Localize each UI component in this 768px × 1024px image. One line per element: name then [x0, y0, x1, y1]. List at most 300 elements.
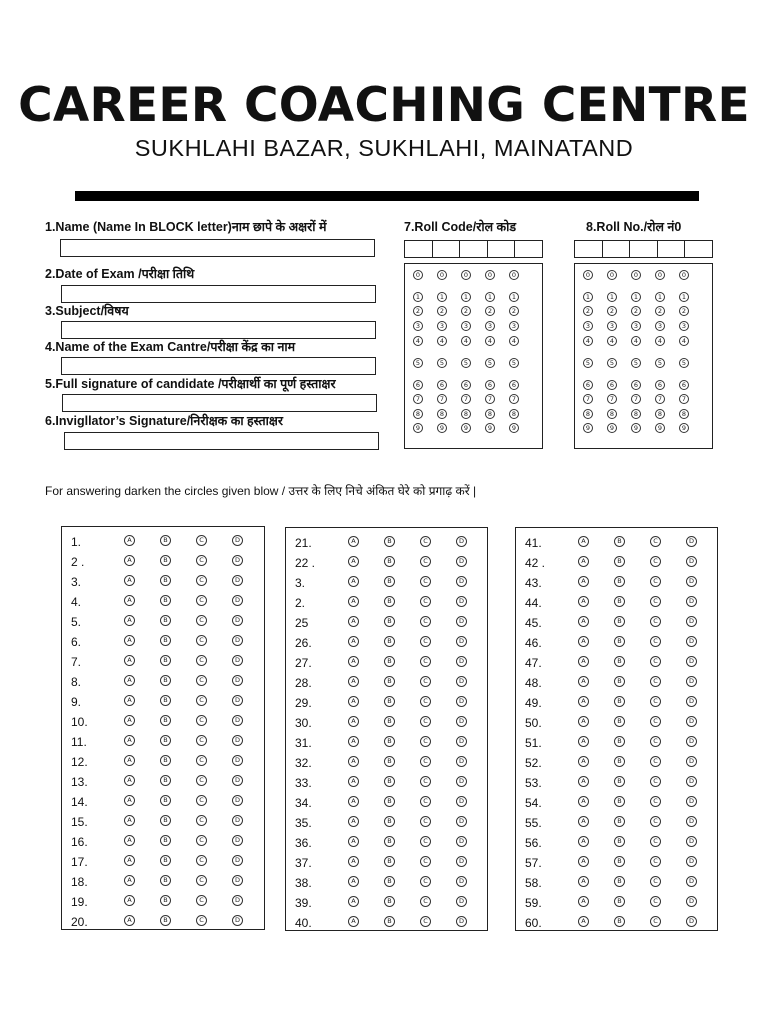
answer-bubble-c[interactable]: C — [196, 635, 207, 646]
digit-bubble[interactable]: 0 — [437, 270, 447, 280]
answer-bubble-a[interactable]: A — [578, 576, 589, 587]
digit-bubble[interactable]: 0 — [509, 270, 519, 280]
digit-bubble[interactable]: 0 — [413, 270, 423, 280]
answer-bubble-b[interactable]: B — [384, 536, 395, 547]
digit-bubble[interactable]: 0 — [655, 270, 665, 280]
exam-date-field[interactable] — [61, 285, 376, 303]
answer-bubble-b[interactable]: B — [160, 715, 171, 726]
answer-bubble-d[interactable]: D — [456, 616, 467, 627]
digit-bubble[interactable]: 2 — [485, 306, 495, 316]
answer-bubble-d[interactable]: D — [456, 556, 467, 567]
digit-bubble[interactable]: 8 — [583, 409, 593, 419]
answer-bubble-c[interactable]: C — [196, 715, 207, 726]
answer-bubble-b[interactable]: B — [614, 796, 625, 807]
digit-bubble[interactable]: 4 — [461, 336, 471, 346]
answer-bubble-d[interactable]: D — [232, 655, 243, 666]
digit-bubble[interactable]: 9 — [413, 423, 423, 433]
answer-bubble-a[interactable]: A — [124, 695, 135, 706]
answer-bubble-a[interactable]: A — [124, 735, 135, 746]
answer-bubble-d[interactable]: D — [456, 536, 467, 547]
answer-bubble-c[interactable]: C — [196, 555, 207, 566]
answer-bubble-c[interactable]: C — [196, 835, 207, 846]
answer-bubble-a[interactable]: A — [348, 636, 359, 647]
answer-bubble-a[interactable]: A — [578, 676, 589, 687]
answer-bubble-b[interactable]: B — [384, 716, 395, 727]
answer-bubble-c[interactable]: C — [420, 596, 431, 607]
answer-bubble-a[interactable]: A — [124, 755, 135, 766]
digit-bubble[interactable]: 9 — [631, 423, 641, 433]
digit-bubble[interactable]: 7 — [607, 394, 617, 404]
answer-bubble-b[interactable]: B — [160, 655, 171, 666]
answer-bubble-d[interactable]: D — [686, 856, 697, 867]
answer-bubble-c[interactable]: C — [196, 695, 207, 706]
answer-bubble-d[interactable]: D — [232, 715, 243, 726]
answer-bubble-d[interactable]: D — [456, 816, 467, 827]
answer-bubble-c[interactable]: C — [420, 756, 431, 767]
answer-bubble-c[interactable]: C — [420, 696, 431, 707]
digit-bubble[interactable]: 8 — [413, 409, 423, 419]
answer-bubble-c[interactable]: C — [650, 656, 661, 667]
digit-entry-cell[interactable] — [657, 241, 685, 257]
digit-bubble[interactable]: 8 — [631, 409, 641, 419]
answer-bubble-b[interactable]: B — [160, 755, 171, 766]
answer-bubble-c[interactable]: C — [650, 576, 661, 587]
digit-bubble[interactable]: 7 — [631, 394, 641, 404]
answer-bubble-a[interactable]: A — [348, 616, 359, 627]
answer-bubble-a[interactable]: A — [348, 816, 359, 827]
answer-bubble-c[interactable]: C — [420, 656, 431, 667]
answer-bubble-d[interactable]: D — [686, 536, 697, 547]
answer-bubble-a[interactable]: A — [578, 736, 589, 747]
answer-bubble-b[interactable]: B — [614, 716, 625, 727]
digit-bubble[interactable]: 5 — [631, 358, 641, 368]
answer-bubble-c[interactable]: C — [650, 776, 661, 787]
digit-bubble[interactable]: 3 — [631, 321, 641, 331]
digit-bubble[interactable]: 7 — [413, 394, 423, 404]
digit-bubble[interactable]: 6 — [437, 380, 447, 390]
answer-bubble-d[interactable]: D — [686, 576, 697, 587]
answer-bubble-d[interactable]: D — [686, 676, 697, 687]
digit-bubble[interactable]: 0 — [679, 270, 689, 280]
answer-bubble-d[interactable]: D — [456, 656, 467, 667]
answer-bubble-a[interactable]: A — [348, 536, 359, 547]
digit-bubble[interactable]: 9 — [509, 423, 519, 433]
digit-bubble[interactable]: 5 — [413, 358, 423, 368]
roll-code-entry[interactable] — [404, 240, 543, 258]
answer-bubble-d[interactable]: D — [456, 696, 467, 707]
answer-bubble-c[interactable]: C — [196, 915, 207, 926]
answer-bubble-b[interactable]: B — [614, 556, 625, 567]
answer-bubble-a[interactable]: A — [578, 876, 589, 887]
digit-bubble[interactable]: 2 — [413, 306, 423, 316]
answer-bubble-b[interactable]: B — [384, 856, 395, 867]
digit-bubble[interactable]: 6 — [679, 380, 689, 390]
answer-bubble-b[interactable]: B — [384, 636, 395, 647]
digit-bubble[interactable]: 2 — [437, 306, 447, 316]
answer-bubble-d[interactable]: D — [232, 535, 243, 546]
answer-bubble-a[interactable]: A — [124, 795, 135, 806]
digit-entry-cell[interactable] — [487, 241, 515, 257]
answer-bubble-c[interactable]: C — [196, 595, 207, 606]
digit-bubble[interactable]: 6 — [461, 380, 471, 390]
answer-bubble-a[interactable]: A — [124, 775, 135, 786]
answer-bubble-b[interactable]: B — [614, 816, 625, 827]
answer-bubble-a[interactable]: A — [348, 796, 359, 807]
digit-bubble[interactable]: 2 — [655, 306, 665, 316]
answer-bubble-a[interactable]: A — [578, 856, 589, 867]
answer-bubble-d[interactable]: D — [232, 635, 243, 646]
digit-bubble[interactable]: 1 — [461, 292, 471, 302]
digit-entry-cell[interactable] — [515, 241, 542, 257]
answer-bubble-c[interactable]: C — [196, 815, 207, 826]
answer-bubble-a[interactable]: A — [348, 856, 359, 867]
digit-bubble[interactable]: 2 — [509, 306, 519, 316]
digit-bubble[interactable]: 4 — [631, 336, 641, 346]
answer-bubble-c[interactable]: C — [420, 576, 431, 587]
answer-bubble-a[interactable]: A — [348, 876, 359, 887]
answer-bubble-b[interactable]: B — [384, 576, 395, 587]
digit-bubble[interactable]: 1 — [655, 292, 665, 302]
exam-centre-field[interactable] — [61, 357, 376, 375]
answer-bubble-c[interactable]: C — [420, 536, 431, 547]
answer-bubble-c[interactable]: C — [650, 756, 661, 767]
answer-bubble-b[interactable]: B — [384, 676, 395, 687]
answer-bubble-a[interactable]: A — [348, 756, 359, 767]
answer-bubble-c[interactable]: C — [420, 736, 431, 747]
digit-bubble[interactable]: 4 — [413, 336, 423, 346]
answer-bubble-c[interactable]: C — [420, 776, 431, 787]
answer-bubble-b[interactable]: B — [160, 695, 171, 706]
answer-bubble-d[interactable]: D — [232, 855, 243, 866]
answer-bubble-c[interactable]: C — [650, 616, 661, 627]
answer-bubble-b[interactable]: B — [384, 736, 395, 747]
answer-bubble-d[interactable]: D — [456, 576, 467, 587]
answer-bubble-d[interactable]: D — [456, 796, 467, 807]
answer-bubble-b[interactable]: B — [160, 915, 171, 926]
answer-bubble-a[interactable]: A — [578, 776, 589, 787]
answer-bubble-b[interactable]: B — [384, 616, 395, 627]
digit-entry-cell[interactable] — [405, 241, 433, 257]
digit-bubble[interactable]: 8 — [485, 409, 495, 419]
answer-bubble-c[interactable]: C — [650, 896, 661, 907]
digit-bubble[interactable]: 1 — [485, 292, 495, 302]
answer-bubble-b[interactable]: B — [160, 895, 171, 906]
digit-bubble[interactable]: 3 — [413, 321, 423, 331]
digit-bubble[interactable]: 6 — [485, 380, 495, 390]
answer-bubble-c[interactable]: C — [420, 796, 431, 807]
answer-bubble-a[interactable]: A — [124, 875, 135, 886]
answer-bubble-c[interactable]: C — [650, 596, 661, 607]
answer-bubble-c[interactable]: C — [196, 895, 207, 906]
digit-bubble[interactable]: 7 — [509, 394, 519, 404]
digit-entry-cell[interactable] — [685, 241, 712, 257]
digit-bubble[interactable]: 9 — [485, 423, 495, 433]
answer-bubble-c[interactable]: C — [420, 816, 431, 827]
answer-bubble-a[interactable]: A — [578, 596, 589, 607]
answer-bubble-b[interactable]: B — [160, 615, 171, 626]
answer-bubble-d[interactable]: D — [456, 596, 467, 607]
answer-bubble-d[interactable]: D — [686, 916, 697, 927]
answer-bubble-b[interactable]: B — [614, 916, 625, 927]
digit-bubble[interactable]: 3 — [461, 321, 471, 331]
digit-entry-cell[interactable] — [630, 241, 658, 257]
answer-bubble-a[interactable]: A — [124, 575, 135, 586]
answer-bubble-c[interactable]: C — [420, 856, 431, 867]
digit-entry-cell[interactable] — [602, 241, 630, 257]
answer-bubble-c[interactable]: C — [420, 636, 431, 647]
answer-bubble-a[interactable]: A — [578, 656, 589, 667]
answer-bubble-c[interactable]: C — [420, 556, 431, 567]
digit-bubble[interactable]: 7 — [485, 394, 495, 404]
answer-bubble-a[interactable]: A — [348, 776, 359, 787]
answer-bubble-a[interactable]: A — [348, 896, 359, 907]
answer-bubble-a[interactable]: A — [578, 816, 589, 827]
answer-bubble-d[interactable]: D — [232, 895, 243, 906]
digit-bubble[interactable]: 6 — [631, 380, 641, 390]
answer-bubble-d[interactable]: D — [232, 835, 243, 846]
answer-bubble-c[interactable]: C — [196, 875, 207, 886]
answer-bubble-c[interactable]: C — [650, 796, 661, 807]
answer-bubble-a[interactable]: A — [124, 595, 135, 606]
answer-bubble-a[interactable]: A — [578, 756, 589, 767]
answer-bubble-a[interactable]: A — [348, 696, 359, 707]
answer-bubble-b[interactable]: B — [384, 596, 395, 607]
answer-bubble-d[interactable]: D — [456, 756, 467, 767]
answer-bubble-d[interactable]: D — [456, 776, 467, 787]
digit-bubble[interactable]: 1 — [509, 292, 519, 302]
answer-bubble-d[interactable]: D — [232, 555, 243, 566]
digit-entry-cell[interactable] — [432, 241, 460, 257]
answer-bubble-b[interactable]: B — [160, 595, 171, 606]
answer-bubble-c[interactable]: C — [650, 536, 661, 547]
digit-bubble[interactable]: 9 — [679, 423, 689, 433]
answer-bubble-a[interactable]: A — [348, 556, 359, 567]
answer-bubble-d[interactable]: D — [232, 815, 243, 826]
answer-bubble-b[interactable]: B — [160, 535, 171, 546]
digit-bubble[interactable]: 3 — [583, 321, 593, 331]
answer-bubble-d[interactable]: D — [686, 656, 697, 667]
answer-bubble-a[interactable]: A — [578, 896, 589, 907]
answer-bubble-b[interactable]: B — [384, 836, 395, 847]
digit-bubble[interactable]: 1 — [607, 292, 617, 302]
answer-bubble-a[interactable]: A — [348, 576, 359, 587]
roll-no-entry[interactable] — [574, 240, 713, 258]
answer-bubble-c[interactable]: C — [196, 535, 207, 546]
answer-bubble-d[interactable]: D — [232, 675, 243, 686]
answer-bubble-b[interactable]: B — [160, 775, 171, 786]
answer-bubble-a[interactable]: A — [124, 815, 135, 826]
answer-bubble-a[interactable]: A — [578, 716, 589, 727]
answer-bubble-a[interactable]: A — [578, 696, 589, 707]
answer-bubble-b[interactable]: B — [614, 896, 625, 907]
digit-bubble[interactable]: 9 — [607, 423, 617, 433]
digit-bubble[interactable]: 8 — [509, 409, 519, 419]
answer-bubble-c[interactable]: C — [650, 556, 661, 567]
answer-bubble-b[interactable]: B — [614, 636, 625, 647]
answer-bubble-b[interactable]: B — [614, 856, 625, 867]
answer-bubble-a[interactable]: A — [348, 836, 359, 847]
answer-bubble-b[interactable]: B — [384, 916, 395, 927]
answer-bubble-c[interactable]: C — [420, 676, 431, 687]
answer-bubble-c[interactable]: C — [650, 836, 661, 847]
answer-bubble-d[interactable]: D — [232, 795, 243, 806]
digit-bubble[interactable]: 3 — [607, 321, 617, 331]
digit-bubble[interactable]: 9 — [583, 423, 593, 433]
answer-bubble-d[interactable]: D — [232, 875, 243, 886]
digit-bubble[interactable]: 0 — [461, 270, 471, 280]
digit-bubble[interactable]: 6 — [607, 380, 617, 390]
digit-bubble[interactable]: 0 — [607, 270, 617, 280]
answer-bubble-a[interactable]: A — [578, 796, 589, 807]
answer-bubble-b[interactable]: B — [614, 576, 625, 587]
digit-bubble[interactable]: 4 — [583, 336, 593, 346]
digit-entry-cell[interactable] — [575, 241, 603, 257]
answer-bubble-d[interactable]: D — [686, 716, 697, 727]
answer-bubble-b[interactable]: B — [614, 756, 625, 767]
answer-bubble-b[interactable]: B — [160, 815, 171, 826]
answer-bubble-a[interactable]: A — [124, 855, 135, 866]
digit-bubble[interactable]: 3 — [437, 321, 447, 331]
answer-bubble-a[interactable]: A — [124, 615, 135, 626]
answer-bubble-d[interactable]: D — [232, 755, 243, 766]
answer-bubble-a[interactable]: A — [124, 655, 135, 666]
answer-bubble-c[interactable]: C — [420, 916, 431, 927]
answer-bubble-b[interactable]: B — [614, 676, 625, 687]
answer-bubble-c[interactable]: C — [420, 876, 431, 887]
answer-bubble-d[interactable]: D — [686, 696, 697, 707]
answer-bubble-b[interactable]: B — [614, 656, 625, 667]
name-field[interactable] — [60, 239, 375, 257]
answer-bubble-a[interactable]: A — [124, 535, 135, 546]
answer-bubble-a[interactable]: A — [348, 596, 359, 607]
answer-bubble-b[interactable]: B — [160, 875, 171, 886]
answer-bubble-c[interactable]: C — [196, 735, 207, 746]
invigilator-signature-field[interactable] — [64, 432, 379, 450]
digit-bubble[interactable]: 8 — [655, 409, 665, 419]
answer-bubble-a[interactable]: A — [578, 556, 589, 567]
digit-bubble[interactable]: 8 — [437, 409, 447, 419]
answer-bubble-b[interactable]: B — [384, 796, 395, 807]
digit-bubble[interactable]: 5 — [607, 358, 617, 368]
digit-bubble[interactable]: 5 — [437, 358, 447, 368]
answer-bubble-d[interactable]: D — [232, 695, 243, 706]
answer-bubble-b[interactable]: B — [160, 555, 171, 566]
answer-bubble-c[interactable]: C — [650, 916, 661, 927]
answer-bubble-c[interactable]: C — [196, 675, 207, 686]
digit-bubble[interactable]: 2 — [679, 306, 689, 316]
digit-bubble[interactable]: 5 — [583, 358, 593, 368]
digit-bubble[interactable]: 4 — [509, 336, 519, 346]
answer-bubble-d[interactable]: D — [456, 716, 467, 727]
digit-bubble[interactable]: 8 — [679, 409, 689, 419]
candidate-signature-field[interactable] — [62, 394, 377, 412]
digit-bubble[interactable]: 8 — [461, 409, 471, 419]
answer-bubble-b[interactable]: B — [614, 876, 625, 887]
answer-bubble-b[interactable]: B — [614, 596, 625, 607]
digit-bubble[interactable]: 7 — [437, 394, 447, 404]
answer-bubble-b[interactable]: B — [160, 835, 171, 846]
digit-bubble[interactable]: 7 — [679, 394, 689, 404]
answer-bubble-d[interactable]: D — [456, 836, 467, 847]
answer-bubble-b[interactable]: B — [614, 776, 625, 787]
digit-bubble[interactable]: 5 — [679, 358, 689, 368]
answer-bubble-c[interactable]: C — [650, 716, 661, 727]
digit-bubble[interactable]: 5 — [485, 358, 495, 368]
answer-bubble-b[interactable]: B — [614, 536, 625, 547]
answer-bubble-b[interactable]: B — [614, 696, 625, 707]
digit-bubble[interactable]: 1 — [631, 292, 641, 302]
digit-bubble[interactable]: 6 — [655, 380, 665, 390]
digit-bubble[interactable]: 6 — [583, 380, 593, 390]
answer-bubble-d[interactable]: D — [686, 816, 697, 827]
digit-bubble[interactable]: 7 — [655, 394, 665, 404]
digit-bubble[interactable]: 2 — [583, 306, 593, 316]
digit-bubble[interactable]: 9 — [437, 423, 447, 433]
answer-bubble-a[interactable]: A — [124, 715, 135, 726]
digit-bubble[interactable]: 6 — [509, 380, 519, 390]
answer-bubble-d[interactable]: D — [456, 876, 467, 887]
answer-bubble-a[interactable]: A — [578, 916, 589, 927]
answer-bubble-c[interactable]: C — [420, 616, 431, 627]
answer-bubble-d[interactable]: D — [232, 915, 243, 926]
digit-bubble[interactable]: 0 — [485, 270, 495, 280]
digit-bubble[interactable]: 0 — [631, 270, 641, 280]
digit-bubble[interactable]: 2 — [607, 306, 617, 316]
digit-bubble[interactable]: 4 — [437, 336, 447, 346]
answer-bubble-a[interactable]: A — [578, 616, 589, 627]
answer-bubble-c[interactable]: C — [650, 736, 661, 747]
answer-bubble-d[interactable]: D — [686, 616, 697, 627]
answer-bubble-d[interactable]: D — [456, 916, 467, 927]
digit-bubble[interactable]: 9 — [461, 423, 471, 433]
digit-bubble[interactable]: 0 — [583, 270, 593, 280]
digit-bubble[interactable]: 1 — [437, 292, 447, 302]
digit-bubble[interactable]: 5 — [509, 358, 519, 368]
answer-bubble-b[interactable]: B — [160, 575, 171, 586]
answer-bubble-d[interactable]: D — [456, 856, 467, 867]
answer-bubble-a[interactable]: A — [578, 836, 589, 847]
answer-bubble-b[interactable]: B — [614, 616, 625, 627]
answer-bubble-c[interactable]: C — [650, 676, 661, 687]
digit-entry-cell[interactable] — [460, 241, 488, 257]
answer-bubble-b[interactable]: B — [614, 836, 625, 847]
answer-bubble-d[interactable]: D — [686, 836, 697, 847]
digit-bubble[interactable]: 4 — [607, 336, 617, 346]
answer-bubble-a[interactable]: A — [578, 536, 589, 547]
digit-bubble[interactable]: 1 — [413, 292, 423, 302]
subject-field[interactable] — [61, 321, 376, 339]
digit-bubble[interactable]: 1 — [583, 292, 593, 302]
answer-bubble-a[interactable]: A — [124, 675, 135, 686]
answer-bubble-b[interactable]: B — [160, 795, 171, 806]
answer-bubble-c[interactable]: C — [196, 795, 207, 806]
answer-bubble-a[interactable]: A — [124, 835, 135, 846]
answer-bubble-a[interactable]: A — [124, 555, 135, 566]
answer-bubble-b[interactable]: B — [384, 816, 395, 827]
answer-bubble-b[interactable]: B — [160, 635, 171, 646]
digit-bubble[interactable]: 3 — [485, 321, 495, 331]
answer-bubble-c[interactable]: C — [196, 655, 207, 666]
answer-bubble-d[interactable]: D — [686, 776, 697, 787]
answer-bubble-c[interactable]: C — [650, 636, 661, 647]
answer-bubble-a[interactable]: A — [578, 636, 589, 647]
answer-bubble-d[interactable]: D — [686, 756, 697, 767]
answer-bubble-a[interactable]: A — [348, 916, 359, 927]
answer-bubble-c[interactable]: C — [196, 855, 207, 866]
answer-bubble-d[interactable]: D — [456, 896, 467, 907]
answer-bubble-a[interactable]: A — [124, 915, 135, 926]
answer-bubble-c[interactable]: C — [196, 755, 207, 766]
